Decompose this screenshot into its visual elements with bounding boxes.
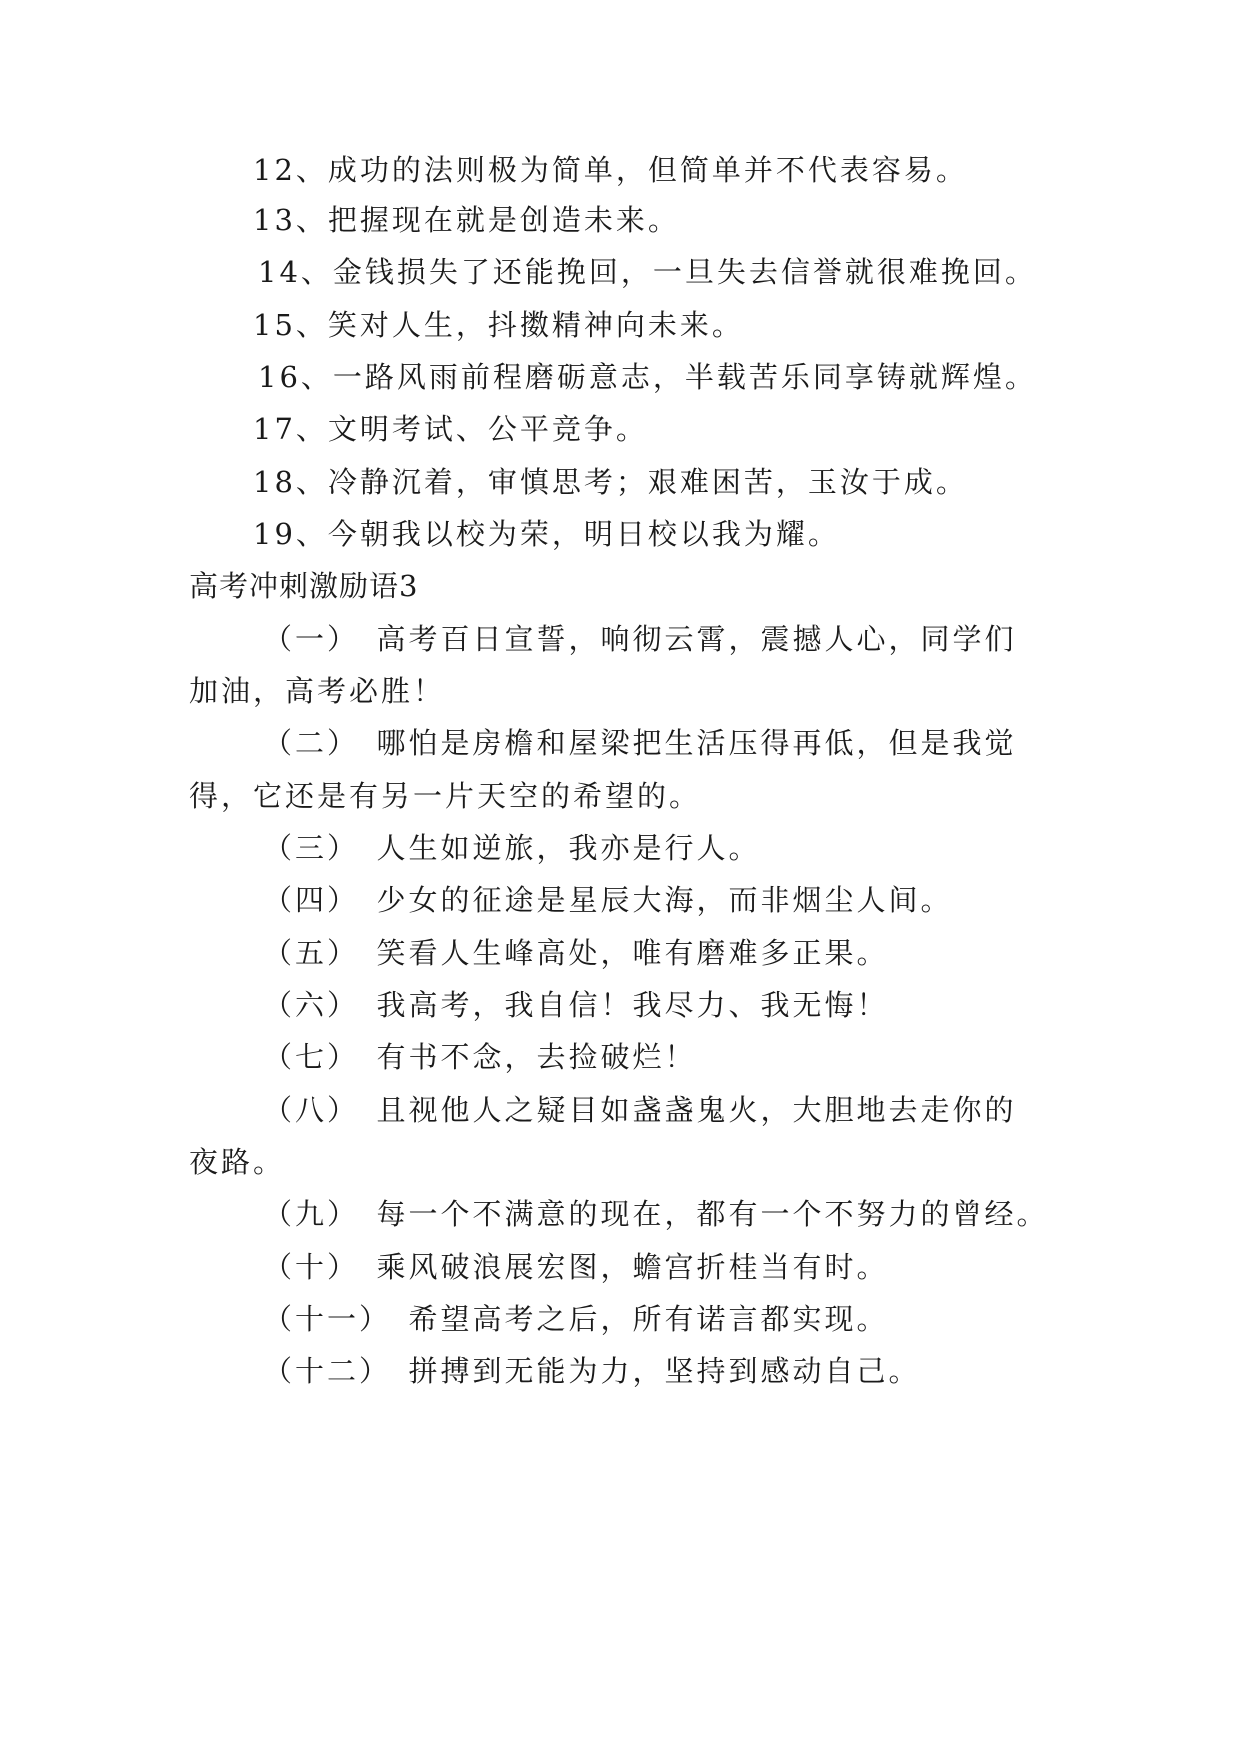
quote-item-7: （七） 有书不念，去捡破烂！ [263,1040,697,1074]
quote-item-11: （十一） 希望高考之后，所有诺言都实现。 [263,1302,889,1336]
quote-19: 19、今朝我以校为荣，明日校以我为耀。 [253,517,840,551]
quote-item-2-line1: （二） 哪怕是房檐和屋梁把生活压得再低，但是我觉 [263,726,1017,760]
quote-item-12: （十二） 拼搏到无能为力，坚持到感动自己。 [263,1354,921,1388]
quote-16: 16、一路风雨前程磨砺意志，半载苦乐同享铸就辉煌。 [258,360,1037,394]
quote-item-10: （十） 乘风破浪展宏图，蟾宫折桂当有时。 [263,1250,889,1284]
quote-17: 17、文明考试、公平竞争。 [253,412,648,446]
quote-item-9: （九） 每一个不满意的现在，都有一个不努力的曾经。 [263,1197,1049,1231]
quote-item-1-line2: 加油，高考必胜！ [189,674,446,708]
quote-item-5: （五） 笑看人生峰高处，唯有磨难多正果。 [263,936,889,970]
quote-item-8-line1: （八） 且视他人之疑目如盏盏鬼火，大胆地去走你的 [263,1093,1017,1127]
quote-12: 12、成功的法则极为简单，但简单并不代表容易。 [253,153,968,187]
quote-15: 15、笑对人生，抖擞精神向未来。 [253,308,744,342]
quote-item-6: （六） 我高考，我自信！我尽力、我无悔！ [263,988,889,1022]
quote-item-2-line2: 得，它还是有另一片天空的希望的。 [189,779,702,813]
quote-item-1-line1: （一） 高考百日宣誓，响彻云霄，震撼人心，同学们 [263,622,1017,656]
quote-13: 13、把握现在就是创造未来。 [253,203,680,237]
quote-14: 14、金钱损失了还能挽回，一旦失去信誉就很难挽回。 [258,255,1037,289]
quote-item-8-line2: 夜路。 [189,1145,286,1179]
section-heading: 高考冲刺激励语3 [189,569,419,603]
quote-item-4: （四） 少女的征途是星辰大海，而非烟尘人间。 [263,883,953,917]
quote-item-3: （三） 人生如逆旅，我亦是行人。 [263,831,761,865]
quote-18: 18、冷静沉着，审慎思考；艰难困苦，玉汝于成。 [253,465,968,499]
